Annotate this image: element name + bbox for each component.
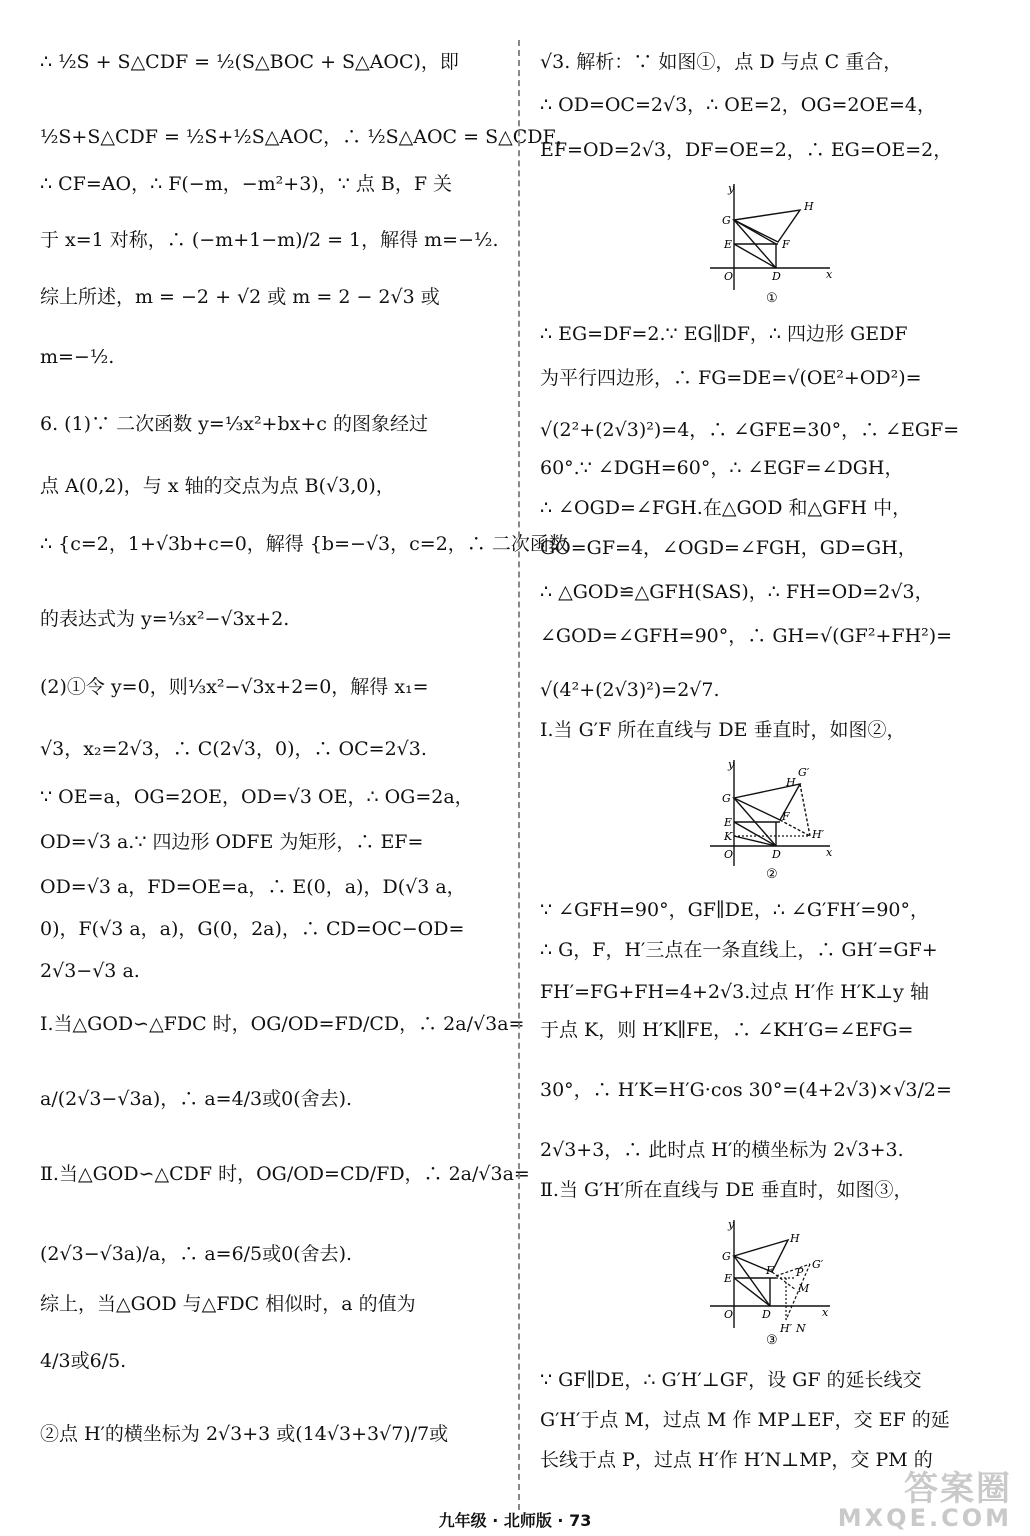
left-line-5: m=−½. [40,346,115,368]
fig2-x: x [826,846,833,859]
fig1-H: H [804,200,814,213]
fig1-D: D [772,270,781,283]
right-line-17: 30°，∴ H′K=H′G·cos 30°=(4+2√3)×√3/2= [540,1079,952,1101]
fig3-G-prime: G′ [812,1258,824,1271]
fig2-G-prime: G′ [798,766,810,779]
right-line-20: ∵ GF∥DE，∴ G′H′⊥GF，设 GF 的延长线交 [540,1369,922,1391]
right-line-11: √(4²+(2√3)²)=2√7. [540,679,720,701]
fig2-H-prime: H′ [812,828,825,841]
page-footer: 九年级 · 北师版 · 73 [438,1511,592,1530]
fig3-x: x [822,1306,829,1319]
fig2-F: F [782,810,790,823]
left-line-11: √3，x₂=2√3，∴ C(2√3，0)，∴ OC=2√3. [40,738,427,760]
left-line-17: Ⅰ.当△GOD∽△FDC 时，OG/OD=FD/CD，∴ 2a/√3a= [40,1013,525,1035]
fig2-K: K [724,830,733,843]
fig1-y: y [728,182,735,195]
fig2-E: E [724,816,733,829]
fig3-H-prime: H′ [780,1322,793,1335]
fig1-E: E [724,238,733,251]
watermark-en: MXQE.COM [837,1504,1012,1532]
left-line-18: a/(2√3−√3a)，∴ a=4/3或0(舍去). [40,1088,353,1110]
right-line-10: ∠GOD=∠GFH=90°，∴ GH=√(GF²+FH²)= [540,625,953,647]
right-line-22: 长线于点 P，过点 H′作 H′N⊥MP，交 PM 的 [540,1449,933,1471]
left-line-14: OD=√3 a，FD=OE=a，∴ E(0，a)，D(√3 a， [40,876,466,898]
right-line-12: Ⅰ.当 G′F 所在直线与 DE 垂直时，如图②， [540,719,906,741]
fig3-number: ③ [766,1333,778,1348]
right-line-21: G′H′于点 M，过点 M 作 MP⊥EF，交 EF 的延 [540,1409,950,1431]
fig2-D: D [772,848,781,861]
fig3-F: F [766,1264,774,1277]
right-line-5: √(2²+(2√3)²)=4，∴ ∠GFE=30°，∴ ∠EGF= [540,419,960,441]
fig2-number: ② [766,867,778,882]
fig3-E: E [724,1272,733,1285]
left-line-2: ∴ CF=AO，∴ F(−m，−m²+3)，∵ 点 B，F 关 [40,173,453,195]
left-line-6: 6. (1)∵ 二次函数 y=⅓x²+bx+c 的图象经过 [40,413,428,435]
figure-3 [700,1216,850,1350]
left-line-0: ∴ ½S + S△CDF = ½(S△BOC + S△AOC)，即 [40,51,459,73]
left-line-3: 于 x=1 对称，∴ (−m+1−m)/2 = 1，解得 m=−½. [40,229,499,251]
fig3-O: O [724,1308,734,1321]
right-line-7: ∴ ∠OGD=∠FGH.在△GOD 和△GFH 中， [540,497,912,519]
right-line-14: ∴ G，F，H′三点在一条直线上，∴ GH′=GF+ [540,939,938,961]
fig3-y: y [728,1218,735,1231]
fig1-x: x [826,268,833,281]
column-divider [518,40,520,1510]
left-line-8: ∴ {c=2，1+√3b+c=0，解得 {b=−√3，c=2，∴ 二次函数 [40,533,568,555]
right-line-1: ∴ OD=OC=2√3，∴ OE=2，OG=2OE=4， [540,94,936,116]
left-line-10: (2)①令 y=0，则⅓x²−√3x+2=0，解得 x₁= [40,676,429,698]
figure-1 [700,180,840,308]
fig2-H: H [786,776,796,789]
left-line-19: Ⅱ.当△GOD∽△CDF 时，OG/OD=CD/FD，∴ 2a/√3a= [40,1163,530,1185]
right-line-3: ∴ EG=DF=2.∵ EG∥DF，∴ 四边形 GEDF [540,323,908,345]
fig1-G: G [722,214,731,227]
fig1-O: O [724,270,734,283]
fig3-N: N [796,1322,806,1335]
right-line-19: Ⅱ.当 G′H′所在直线与 DE 垂直时，如图③， [540,1179,913,1201]
fig3-P: P [796,1266,804,1279]
left-line-9: 的表达式为 y=⅓x²−√3x+2. [40,608,290,630]
left-line-7: 点 A(0,2)，与 x 轴的交点为点 B(√3,0)， [40,475,395,497]
figure-2 [700,756,840,884]
right-line-8: GO=GF=4，∠OGD=∠FGH，GD=GH， [540,537,917,559]
watermark [837,1469,1012,1532]
fig3-D: D [762,1308,771,1321]
figure-2-diagram [700,756,840,884]
fig2-G: G [722,792,731,805]
left-line-16: 2√3−√3 a. [40,960,140,982]
left-line-21: 综上，当△GOD 与△FDC 相似时，a 的值为 [40,1293,416,1315]
right-line-9: ∴ △GOD≌△GFH(SAS)，∴ FH=OD=2√3， [540,581,934,603]
fig2-O: O [724,848,734,861]
left-line-15: 0)，F(√3 a，a)，G(0，2a)，∴ CD=OC−OD= [40,918,465,940]
left-line-1: ½S+S△CDF = ½S+½S△AOC，∴ ½S△AOC = S△CDF， [40,126,575,148]
right-line-13: ∵ ∠GFH=90°，GF∥DE，∴ ∠G′FH′=90°， [540,899,930,921]
left-line-20: (2√3−√3a)/a，∴ a=6/5或0(舍去). [40,1243,353,1265]
right-line-2: EF=OD=2√3，DF=OE=2，∴ EG=OE=2， [540,139,953,161]
right-line-0: √3. 解析：∵ 如图①，点 D 与点 C 重合， [540,51,903,73]
right-line-16: 于点 K，则 H′K∥FE，∴ ∠KH′G=∠EFG= [540,1019,914,1041]
left-line-13: OD=√3 a.∵ 四边形 ODFE 为矩形，∴ EF= [40,831,424,853]
left-line-4: 综上所述，m = −2 + √2 或 m = 2 − 2√3 或 [40,286,440,308]
left-line-23: ②点 H′的横坐标为 2√3+3 或(14√3+3√7)/7或 [40,1423,449,1445]
left-line-22: 4/3或6/5. [40,1350,127,1372]
left-line-12: ∵ OE=a，OG=2OE，OD=√3 OE，∴ OG=2a， [40,786,474,808]
right-line-18: 2√3+3，∴ 此时点 H′的横坐标为 2√3+3. [540,1139,904,1161]
fig3-H: H [790,1232,800,1245]
fig2-y: y [728,758,735,771]
fig1-F: F [782,238,790,251]
right-line-15: FH′=FG+FH=4+2√3.过点 H′作 H′K⊥y 轴 [540,981,929,1003]
fig1-number: ① [766,291,778,306]
right-line-6: 60°.∵ ∠DGH=60°，∴ ∠EGF=∠DGH， [540,457,904,479]
watermark-cn: 答案圈 [904,1469,1012,1509]
fig3-M: M [798,1282,810,1295]
fig3-G: G [722,1250,731,1263]
figure-1-diagram [700,180,840,308]
figure-3-diagram [700,1216,850,1350]
right-line-4: 为平行四边形，∴ FG=DE=√(OE²+OD²)= [540,367,922,389]
